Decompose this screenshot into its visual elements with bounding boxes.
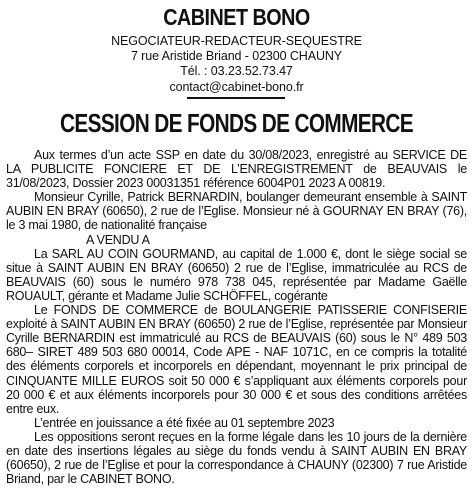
notice-body: [6, 148, 467, 486]
cabinet-address: 7 rue Aristide Briand - 02300 CHAUNY: [130, 49, 343, 64]
paragraph-buyer: La SARL AU COIN GOURMAND, au capital de 1.000 €, dont le siège social se situe à SAINT AUBIN EN BRAY (60650) 2 rue de l’Eglise, immatriculée au RCS de BEAUVAIS (60) sous le numéro 978 738 045, représentée par Madame Gaëlle ROUAULT, gérante et Madame Julie SCHÖFFEL, cogérante: [6, 246, 467, 303]
notice-title: CESSION DE FONDS DE COMMERCE: [59, 108, 414, 138]
paragraph-oppositions: Les oppositions seront reçues en la forme légale dans les 10 jours de la dernière en date des insertions légales au siège du fonds vendu à SAINT AUBIN EN BRAY (60650), 2 rue de l’Eglise et pour la correspondance à CHAUNY (02300) 7 rue Aristide Briand, par le CABINET BONO.: [6, 429, 467, 487]
paragraph-deed: Aux termes d’un acte SSP en date du 30/08/2023, enregistré au SERVICE DE LA PUBLICITE FONCIERE ET DE L’ENREGISTREMENT de BEAUVAIS le 31/08/2023, Dossier 2023 00031351 référence 6004P01 2023 A 00819.: [6, 148, 467, 191]
paragraph-sold-to: A VENDU A: [86, 232, 150, 247]
paragraph-entry-date: L’entrée en jouissance a été fixée au 01 septembre 2023: [34, 415, 335, 430]
paragraph-seller: Monsieur Cyrille, Patrick BERNARDIN, boulanger demeurant ensemble à SAINT AUBIN EN BRAY (60650), 2 rue de l’Eglise. Monsieur né à GOURNAY EN BRAY (76), le 3 mai 1980, de nationalité française: [6, 190, 467, 233]
cabinet-phone: Tél. : 03.23.52.73.47: [180, 64, 293, 79]
cabinet-contact-block: [0, 34, 473, 95]
cabinet-name: CABINET BONO: [163, 4, 310, 30]
header-divider: [187, 97, 285, 99]
cabinet-profession: NEGOCIATEUR-REDACTEUR-SEQUESTRE: [111, 34, 362, 48]
cabinet-email: contact@cabinet-bono.fr: [169, 79, 304, 94]
paragraph-business: Le FONDS DE COMMERCE de BOULANGERIE PATISSERIE CONFISERIE exploité à SAINT AUBIN EN BRAY (60650) 2 rue de l’Eglise, représentée par Monsieur Cyrille BERNARDIN est immatriculé au RCS de BEAUVAIS (60) sous le N° 489 503 680– SIRET 489 503 680 00014, Code APE - NAF 1071C, en ce compris la totalité des éléments corporels et incorporels en dépendant, moyennant le prix principal de CINQUANTE MILLE EUROS soit 50 000 € s’appliquant aux éléments corporels pour 20 000 € et aux éléments incorporels pour 30 000 € et sous des conditions arrêtées entre eux.: [6, 303, 467, 416]
